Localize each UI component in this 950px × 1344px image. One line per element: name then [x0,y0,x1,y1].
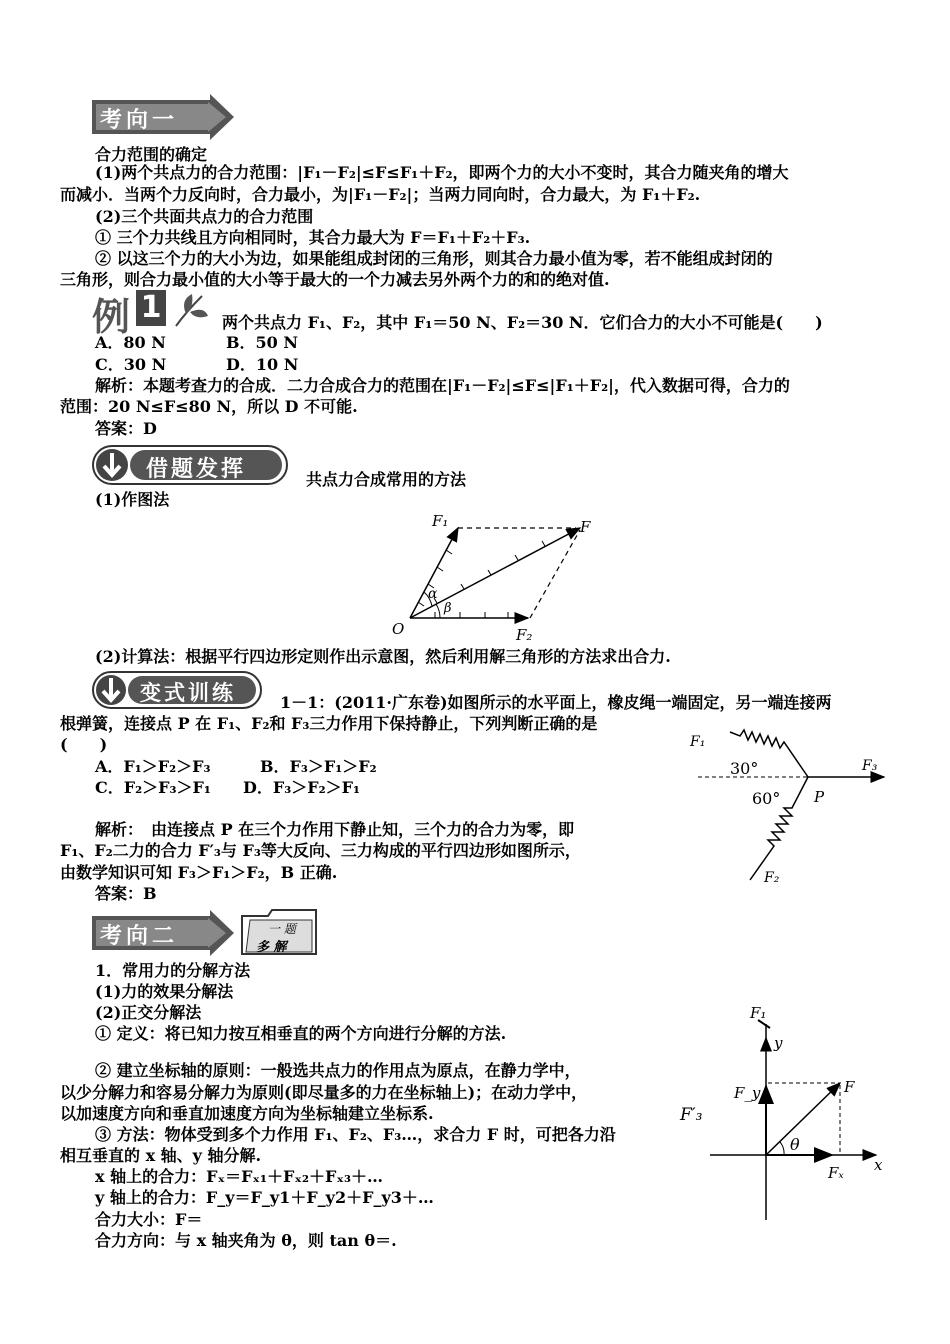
variant-analysis-1: 解析： 由连接点 P 在三个力作用下静止知，三个力的合力为零，即 [95,820,575,839]
f1-label: F₁ [432,512,449,530]
bianshi-banner [92,671,262,709]
formula-magnitude: 合力大小：F＝ [95,1210,203,1229]
definition-3a: ③ 方法：物体受到多个力作用 F₁、F₂、F₃…，求合力 F 时，可把各力沿 [95,1125,616,1144]
definition-2b: 以少分解力和容易分解力为原则(即尽量多的力在坐标轴上)；在动力学中， [60,1083,588,1102]
bianshi-label: 变式训练 [140,681,236,705]
example-badge [92,288,217,339]
heading-3: (2)正交分解法 [95,1003,202,1022]
theta-label: θ [790,1135,800,1154]
section-title: 合力范围的确定 [95,145,208,164]
option-b: B．50 N [226,333,298,352]
variant-question-2: 根弹簧，连接点 P 在 F₁、F₂和 F₃三力作用下保持静止，下列判断正确的是 [60,714,598,733]
variant-question-3: ( ) [60,735,108,754]
multi-solution-tag [238,906,320,958]
jieti-label: 借题发挥 [146,457,247,482]
example-char: 例 [92,295,131,339]
variant-analysis-2: F₁、F₂二力的合力 F′₃与 F₃等大反向、三力构成的平行四边形如图所示， [60,841,581,860]
o-label: O [392,620,405,638]
definition-3b: 相互垂直的 x 轴、y 轴分解. [60,1146,262,1165]
alpha-label: α [428,586,438,602]
formula-y: y 轴上的合力：F_y＝F_y1＋F_y2＋F_y3＋… [95,1188,434,1207]
f2-label: F₂ [516,626,533,644]
parallelogram-figure [380,508,610,648]
banner-label: 考向二 [100,924,179,949]
jieti-banner [92,445,288,485]
variant-option-b: B．F₃＞F₁＞F₂ [260,757,377,776]
variant-option-c: C．F₂＞F₃＞F₁ [95,778,211,797]
paragraph-4b: 三角形，则合力最小值的大小等于最大的一个力减去另外两个力的和的绝对值. [60,270,610,289]
example-number: 1 [136,290,166,326]
f3-label: F₃ [862,758,878,774]
section-banner-1 [92,94,237,140]
f2-label: F₂ [764,870,780,886]
f-label: F [580,518,591,536]
answer-2: 答案：B [95,884,157,903]
paragraph-1b: 而减小．当两个力反向时，合力最小，为|F₁－F₂|；当两力同向时，合力最大，为 F₁＋F₂. [60,185,701,204]
definition-1: ① 定义：将已知力按互相垂直的两个方向进行分解的方法. [95,1024,507,1043]
method-2: (2)计算法：根据平行四边形定则作出示意图，然后利用解三角形的方法求出合力. [95,647,671,666]
banner-label: 考向一 [100,108,179,133]
option-a: A．80 N [95,333,166,352]
variant-analysis-3: 由数学知识可知 F₃＞F₁＞F₂，B 正确. [60,863,338,882]
heading-1: 1．常用力的分解方法 [95,961,251,980]
angle-60-label: 60° [752,789,781,808]
formula-direction: 合力方向：与 x 轴夹角为 θ，则 tan θ＝. [95,1231,397,1250]
definition-2c: 以加速度方向和垂直加速度方向为坐标轴建立坐标系. [60,1104,434,1123]
coordinate-figure [676,998,896,1228]
option-d: D．10 N [226,355,299,374]
section-banner-2 [92,910,237,956]
paragraph-1a: (1)两个共点力的合力范围：|F₁－F₂|≤F≤F₁＋F₂，即两个力的大小不变时，其合力随夹角的增大 [95,163,789,182]
x-label: x [874,1156,883,1174]
tag-line-2: 多 解 [256,940,287,955]
f-vector [766,1083,840,1155]
f3-prime-label: F′₃ [680,1105,703,1125]
jieti-title: 共点力合成常用的方法 [306,470,467,489]
leaf-icon [172,292,210,330]
definition-2a: ② 建立坐标轴的原则：一般选共点力的作用点为原点，在静力学中， [95,1061,581,1080]
variant-question-1: 1－1：(2011·广东卷)如图所示的水平面上，橡皮绳一端固定，另一端连接两 [280,693,832,712]
option-c: C．30 N [95,355,167,374]
f-vector [410,528,580,618]
paragraph-3: ① 三个力共线且方向相同时，其合力最大为 F＝F₁＋F₂＋F₃. [95,228,531,247]
paragraph-4a: ② 以这三个力的大小为边，如果能组成封闭的三角形，则其合力最小值为零，若不能组成封闭的 [95,249,773,268]
f1-label: F₁ [690,734,706,750]
example-question: 两个共点力 F₁、F₂，其中 F₁＝50 N、F₂＝30 N．它们合力的大小不可能是( ) [222,313,823,332]
fx-label: Fₓ [828,1164,844,1182]
heading-2: (1)力的效果分解法 [95,982,234,1001]
f1-label: F₁ [750,1004,767,1022]
variant-option-d: D．F₃＞F₂＞F₁ [243,778,360,797]
angle-30-label: 30° [730,759,759,778]
analysis-2: 范围：20 N≤F≤80 N，所以 D 不可能. [60,397,358,416]
formula-x: x 轴上的合力：Fₓ＝Fₓ₁＋Fₓ₂＋Fₓ₃＋… [95,1167,383,1186]
p-label: P [814,788,825,806]
f-label: F [844,1078,855,1096]
method-1: (1)作图法 [95,490,170,509]
beta-label: β [444,601,452,616]
variant-option-a: A．F₁＞F₂＞F₃ [95,757,211,776]
paragraph-2: (2)三个共面共点力的合力范围 [95,207,314,226]
analysis-1: 解析：本题考查力的合成．二力合成合力的范围在|F₁－F₂|≤F≤|F₁＋F₂|，代入数据可得，合力的 [95,376,790,395]
tag-line-1: 一 题 [268,922,296,936]
y-label: y [774,1034,783,1052]
three-force-figure [688,722,898,892]
answer-1: 答案：D [95,419,157,438]
fy-label: F_y [734,1084,761,1102]
